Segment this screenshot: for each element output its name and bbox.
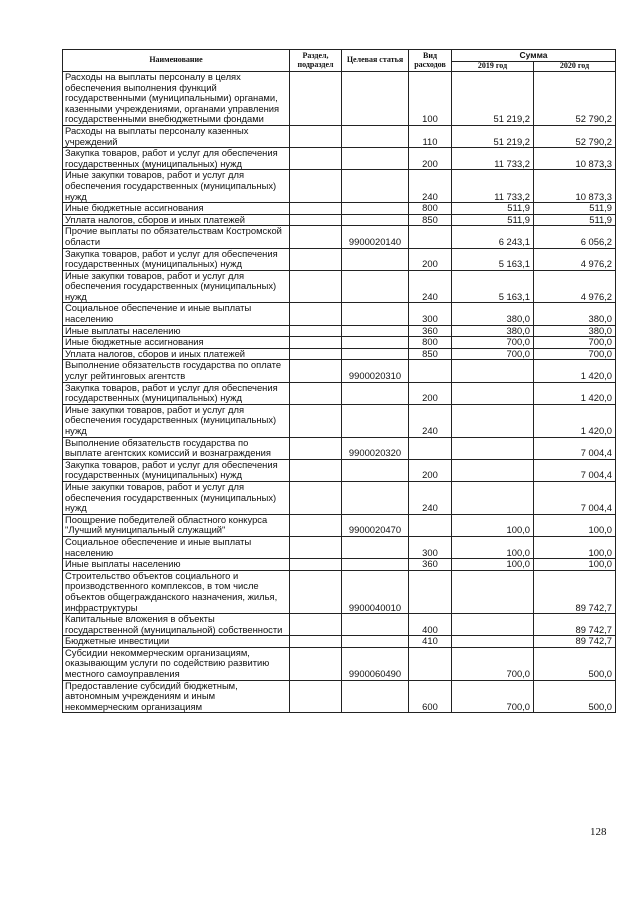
row-target	[342, 481, 409, 514]
header-sum: Сумма	[452, 50, 616, 62]
row-kind: 850	[409, 348, 452, 360]
row-kind: 200	[409, 148, 452, 170]
row-section	[290, 382, 342, 404]
row-value-2020: 4 976,2	[534, 270, 616, 303]
row-kind: 200	[409, 459, 452, 481]
table-row	[63, 270, 616, 303]
table-body	[63, 72, 616, 713]
row-name: Иные выплаты населению	[63, 559, 290, 571]
row-section	[290, 337, 342, 349]
row-kind: 410	[409, 636, 452, 648]
row-section	[290, 148, 342, 170]
row-value-2019	[452, 614, 534, 636]
row-section	[290, 647, 342, 680]
row-kind: 240	[409, 170, 452, 203]
row-target	[342, 382, 409, 404]
row-value-2019: 5 163,1	[452, 270, 534, 303]
table-row	[63, 148, 616, 170]
table-row	[63, 636, 616, 648]
row-value-2020: 1 420,0	[534, 360, 616, 382]
row-kind	[409, 570, 452, 613]
header-kind: Вид расходов	[409, 50, 452, 72]
row-value-2020: 7 004,4	[534, 481, 616, 514]
table-row	[63, 214, 616, 226]
table-row	[63, 170, 616, 203]
row-name: Иные бюджетные ассигнования	[63, 203, 290, 215]
row-value-2020: 700,0	[534, 337, 616, 349]
row-name: Выполнение обязательств государства по выплате агентских комиссий и вознаграждения	[63, 437, 290, 459]
table-row	[63, 559, 616, 571]
row-value-2020: 7 004,4	[534, 437, 616, 459]
row-name: Закупка товаров, работ и услуг для обеспечения государственных (муниципальных) нужд	[63, 459, 290, 481]
budget-table	[62, 49, 616, 713]
row-kind: 200	[409, 382, 452, 404]
row-section	[290, 125, 342, 147]
row-target	[342, 325, 409, 337]
row-kind: 850	[409, 214, 452, 226]
row-value-2020: 1 420,0	[534, 382, 616, 404]
table-row	[63, 481, 616, 514]
row-value-2020: 89 742,7	[534, 614, 616, 636]
row-section	[290, 248, 342, 270]
row-value-2020: 380,0	[534, 325, 616, 337]
row-kind: 360	[409, 325, 452, 337]
table-row	[63, 303, 616, 325]
row-section	[290, 481, 342, 514]
row-target	[342, 203, 409, 215]
row-value-2019: 51 219,2	[452, 125, 534, 147]
row-section	[290, 636, 342, 648]
row-value-2020: 380,0	[534, 303, 616, 325]
row-kind: 100	[409, 72, 452, 126]
table-row	[63, 248, 616, 270]
row-value-2019: 700,0	[452, 647, 534, 680]
row-value-2020: 89 742,7	[534, 570, 616, 613]
row-target	[342, 348, 409, 360]
row-target: 9900060490	[342, 647, 409, 680]
row-section	[290, 270, 342, 303]
row-name: Расходы на выплаты персоналу казенных учреждений	[63, 125, 290, 147]
row-value-2019: 100,0	[452, 536, 534, 558]
row-target	[342, 680, 409, 713]
row-value-2020: 7 004,4	[534, 459, 616, 481]
row-value-2019: 11 733,2	[452, 170, 534, 203]
row-value-2019	[452, 382, 534, 404]
row-value-2020: 500,0	[534, 680, 616, 713]
row-target: 9900020140	[342, 226, 409, 248]
row-section	[290, 437, 342, 459]
row-target: 9900020310	[342, 360, 409, 382]
table-row	[63, 647, 616, 680]
row-section	[290, 303, 342, 325]
row-kind: 800	[409, 337, 452, 349]
row-name: Поощрение победителей областного конкурса "Лучший муниципальный служащий"	[63, 514, 290, 536]
row-value-2020: 52 790,2	[534, 72, 616, 126]
row-section	[290, 570, 342, 613]
row-kind	[409, 437, 452, 459]
header-2019: 2019 год	[452, 62, 534, 72]
row-name: Уплата налогов, сборов и иных платежей	[63, 214, 290, 226]
row-value-2019	[452, 459, 534, 481]
row-value-2020: 1 420,0	[534, 404, 616, 437]
row-kind: 300	[409, 303, 452, 325]
row-value-2019: 380,0	[452, 325, 534, 337]
row-value-2019	[452, 404, 534, 437]
row-value-2020: 52 790,2	[534, 125, 616, 147]
table-row	[63, 325, 616, 337]
row-kind: 360	[409, 559, 452, 571]
row-section	[290, 203, 342, 215]
row-name: Иные закупки товаров, работ и услуг для обеспечения государственных (муниципальных) нужд	[63, 481, 290, 514]
row-name: Закупка товаров, работ и услуг для обеспечения государственных (муниципальных) нужд	[63, 248, 290, 270]
row-name: Иные выплаты населению	[63, 325, 290, 337]
row-kind	[409, 514, 452, 536]
row-value-2020: 100,0	[534, 536, 616, 558]
row-value-2020: 700,0	[534, 348, 616, 360]
row-section	[290, 514, 342, 536]
row-value-2019: 700,0	[452, 348, 534, 360]
row-value-2020: 89 742,7	[534, 636, 616, 648]
document-sheet	[62, 49, 615, 713]
row-kind: 300	[409, 536, 452, 558]
row-target: 9900020470	[342, 514, 409, 536]
row-value-2019: 511,9	[452, 214, 534, 226]
row-section	[290, 680, 342, 713]
table-row	[63, 570, 616, 613]
row-name: Уплата налогов, сборов и иных платежей	[63, 348, 290, 360]
table-row	[63, 536, 616, 558]
table-row	[63, 437, 616, 459]
row-kind	[409, 226, 452, 248]
table-row	[63, 614, 616, 636]
row-target	[342, 303, 409, 325]
row-target	[342, 559, 409, 571]
row-value-2019	[452, 481, 534, 514]
row-value-2020: 511,9	[534, 214, 616, 226]
row-target	[342, 214, 409, 226]
table-row	[63, 459, 616, 481]
row-kind: 800	[409, 203, 452, 215]
table-header	[63, 50, 616, 72]
row-name: Закупка товаров, работ и услуг для обеспечения государственных (муниципальных) нужд	[63, 148, 290, 170]
row-target	[342, 248, 409, 270]
row-name: Расходы на выплаты персоналу в целях обеспечения выполнения функций государственными (муниципальными) органами, казенными учреждениями, органами управления государственными внебюджетными фондами	[63, 72, 290, 126]
table-row	[63, 72, 616, 126]
table-row	[63, 203, 616, 215]
row-name: Иные закупки товаров, работ и услуг для обеспечения государственных (муниципальных) нужд	[63, 404, 290, 437]
row-section	[290, 348, 342, 360]
row-section	[290, 614, 342, 636]
row-value-2019	[452, 360, 534, 382]
row-name: Прочие выплаты по обязательствам Костромской области	[63, 226, 290, 248]
table-row	[63, 382, 616, 404]
header-name: Наименование	[63, 50, 290, 72]
row-name: Иные бюджетные ассигнования	[63, 337, 290, 349]
row-target	[342, 125, 409, 147]
row-name: Иные закупки товаров, работ и услуг для обеспечения государственных (муниципальных) нужд	[63, 170, 290, 203]
table-row	[63, 404, 616, 437]
row-value-2019: 700,0	[452, 680, 534, 713]
row-kind	[409, 360, 452, 382]
row-kind: 200	[409, 248, 452, 270]
header-target: Целевая статья	[342, 50, 409, 72]
row-value-2019	[452, 636, 534, 648]
table-row	[63, 337, 616, 349]
row-name: Социальное обеспечение и иные выплаты населению	[63, 536, 290, 558]
row-name: Иные закупки товаров, работ и услуг для обеспечения государственных (муниципальных) нужд	[63, 270, 290, 303]
row-value-2020: 6 056,2	[534, 226, 616, 248]
row-name: Социальное обеспечение и иные выплаты населению	[63, 303, 290, 325]
row-value-2019: 5 163,1	[452, 248, 534, 270]
row-value-2019: 700,0	[452, 337, 534, 349]
row-section	[290, 404, 342, 437]
row-value-2020: 100,0	[534, 559, 616, 571]
row-target	[342, 170, 409, 203]
row-kind: 240	[409, 270, 452, 303]
row-name: Капитальные вложения в объекты государственной (муниципальной) собственности	[63, 614, 290, 636]
row-value-2020: 100,0	[534, 514, 616, 536]
row-target	[342, 270, 409, 303]
row-kind: 240	[409, 481, 452, 514]
row-kind: 110	[409, 125, 452, 147]
row-name: Закупка товаров, работ и услуг для обеспечения государственных (муниципальных) нужд	[63, 382, 290, 404]
row-target	[342, 337, 409, 349]
row-value-2020: 10 873,3	[534, 170, 616, 203]
row-value-2020: 10 873,3	[534, 148, 616, 170]
row-kind: 400	[409, 614, 452, 636]
table-row	[63, 125, 616, 147]
row-section	[290, 559, 342, 571]
row-section	[290, 214, 342, 226]
row-name: Выполнение обязательств государства по оплате услуг рейтинговых агентств	[63, 360, 290, 382]
header-2020: 2020 год	[534, 62, 616, 72]
row-kind: 240	[409, 404, 452, 437]
row-name: Бюджетные инвестиции	[63, 636, 290, 648]
table-row	[63, 348, 616, 360]
row-target	[342, 148, 409, 170]
row-kind: 600	[409, 680, 452, 713]
row-section	[290, 536, 342, 558]
row-target	[342, 459, 409, 481]
row-value-2020: 500,0	[534, 647, 616, 680]
row-value-2020: 4 976,2	[534, 248, 616, 270]
row-value-2019: 380,0	[452, 303, 534, 325]
row-name: Строительство объектов социального и производственного комплексов, в том числе объектов общегражданского назначения, жилья, инфраструктуры	[63, 570, 290, 613]
row-value-2019: 51 219,2	[452, 72, 534, 126]
row-value-2019: 100,0	[452, 514, 534, 536]
row-name: Субсидии некоммерческим организациям, оказывающим услуги по содействию развитию местного самоуправления	[63, 647, 290, 680]
row-section	[290, 459, 342, 481]
row-target	[342, 614, 409, 636]
row-kind	[409, 647, 452, 680]
table-row	[63, 360, 616, 382]
row-target	[342, 636, 409, 648]
row-section	[290, 325, 342, 337]
header-section: Раздел, подраздел	[290, 50, 342, 72]
row-target: 9900020320	[342, 437, 409, 459]
row-section	[290, 72, 342, 126]
row-value-2019	[452, 570, 534, 613]
row-value-2019: 6 243,1	[452, 226, 534, 248]
row-section	[290, 170, 342, 203]
row-name: Предоставление субсидий бюджетным, автономным учреждениям и иным некоммерческим организациям	[63, 680, 290, 713]
row-value-2019: 11 733,2	[452, 148, 534, 170]
row-section	[290, 360, 342, 382]
table-row	[63, 226, 616, 248]
row-target	[342, 404, 409, 437]
row-target	[342, 72, 409, 126]
table-row	[63, 514, 616, 536]
row-value-2020: 511,9	[534, 203, 616, 215]
table-row	[63, 680, 616, 713]
page-number: 128	[590, 826, 607, 838]
row-value-2019: 511,9	[452, 203, 534, 215]
row-section	[290, 226, 342, 248]
row-target	[342, 536, 409, 558]
row-value-2019	[452, 437, 534, 459]
row-value-2019: 100,0	[452, 559, 534, 571]
row-target: 9900040010	[342, 570, 409, 613]
